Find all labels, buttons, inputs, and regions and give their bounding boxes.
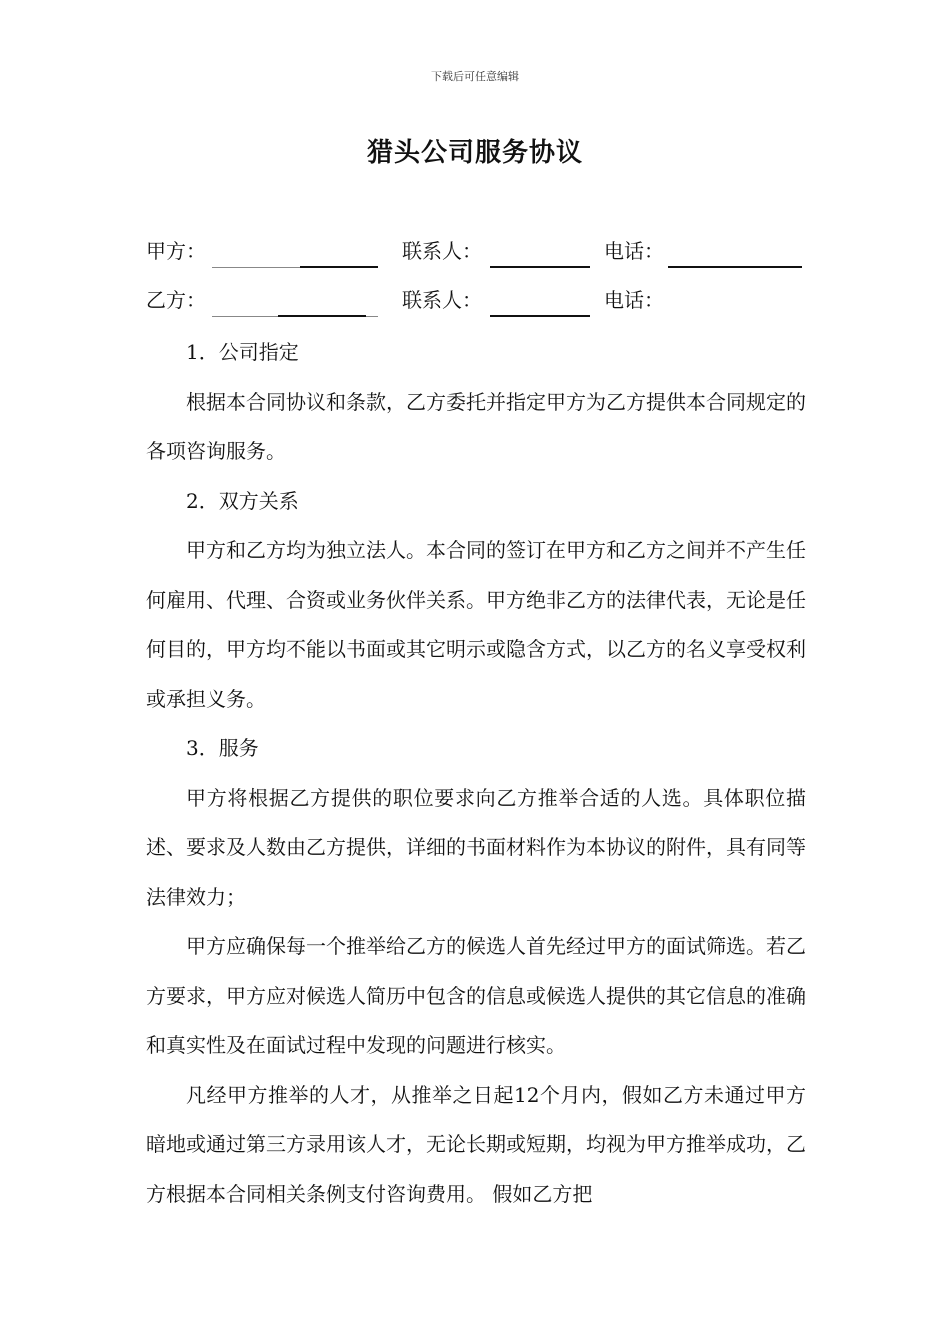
- party-b-name-blank: [212, 289, 378, 331]
- party-a-row: [146, 230, 806, 279]
- party-a-contact-blank: [490, 240, 590, 282]
- section-heading: 3．服务: [186, 736, 259, 760]
- paragraph: 甲方将根据乙方提供的职位要求向乙方推举合适的人选。具体职位描述、要求及人数由乙方提供，详细的书面材料作为本协议的附件，具有同等法律效力；: [146, 785, 806, 909]
- party-b-contact-blank: [490, 289, 590, 331]
- paragraph: 甲方和乙方均为独立法人。本合同的签订在甲方和乙方之间并不产生任何雇用、代理、合资或业务伙伴关系。甲方绝非乙方的法律代表，无论是任何目的，甲方均不能以书面或其它明示或隐含方式，以乙方的名义享受权利或承担义务。: [146, 538, 806, 711]
- party-a-contact-label: 联系人：: [402, 239, 482, 263]
- paragraph: 根据本合同协议和条款，乙方委托并指定甲方为乙方提供本合同规定的各项咨询服务。: [146, 389, 806, 463]
- section-heading: 2．双方关系: [186, 488, 299, 513]
- party-b-phone-label: 电话：: [604, 288, 664, 312]
- paragraph: 甲方应确保每一个推举给乙方的候选人首先经过甲方的面试筛选。若乙方要求，甲方应对候选人简历中包含的信息或候选人提供的其它信息的准确和真实性及在面试过程中发现的问题进行核实。: [146, 934, 806, 1057]
- party-b-contact-label: 联系人：: [402, 288, 482, 312]
- party-a-name-blank: [212, 240, 378, 282]
- document-title: 猎头公司服务协议: [366, 138, 583, 168]
- header-note: 下载后可任意编辑: [431, 70, 519, 83]
- paragraph: 凡经甲方推举的人才，从推举之日起12个月内，假如乙方未通过甲方暗地或通过第三方录用该人才，无论长期或短期，均视为甲方推举成功，乙方根据本合同相关条例支付咨询费用。 假如乙方把: [146, 1082, 806, 1206]
- party-a-phone-blank: [668, 240, 802, 282]
- party-a-phone-label: 电话：: [604, 239, 664, 263]
- party-b-label: 乙方：: [146, 288, 206, 312]
- party-a-label: 甲方：: [146, 239, 206, 263]
- document-body: [146, 230, 806, 1219]
- party-b-row: [146, 279, 806, 328]
- section-heading: 1．公司指定: [186, 340, 299, 364]
